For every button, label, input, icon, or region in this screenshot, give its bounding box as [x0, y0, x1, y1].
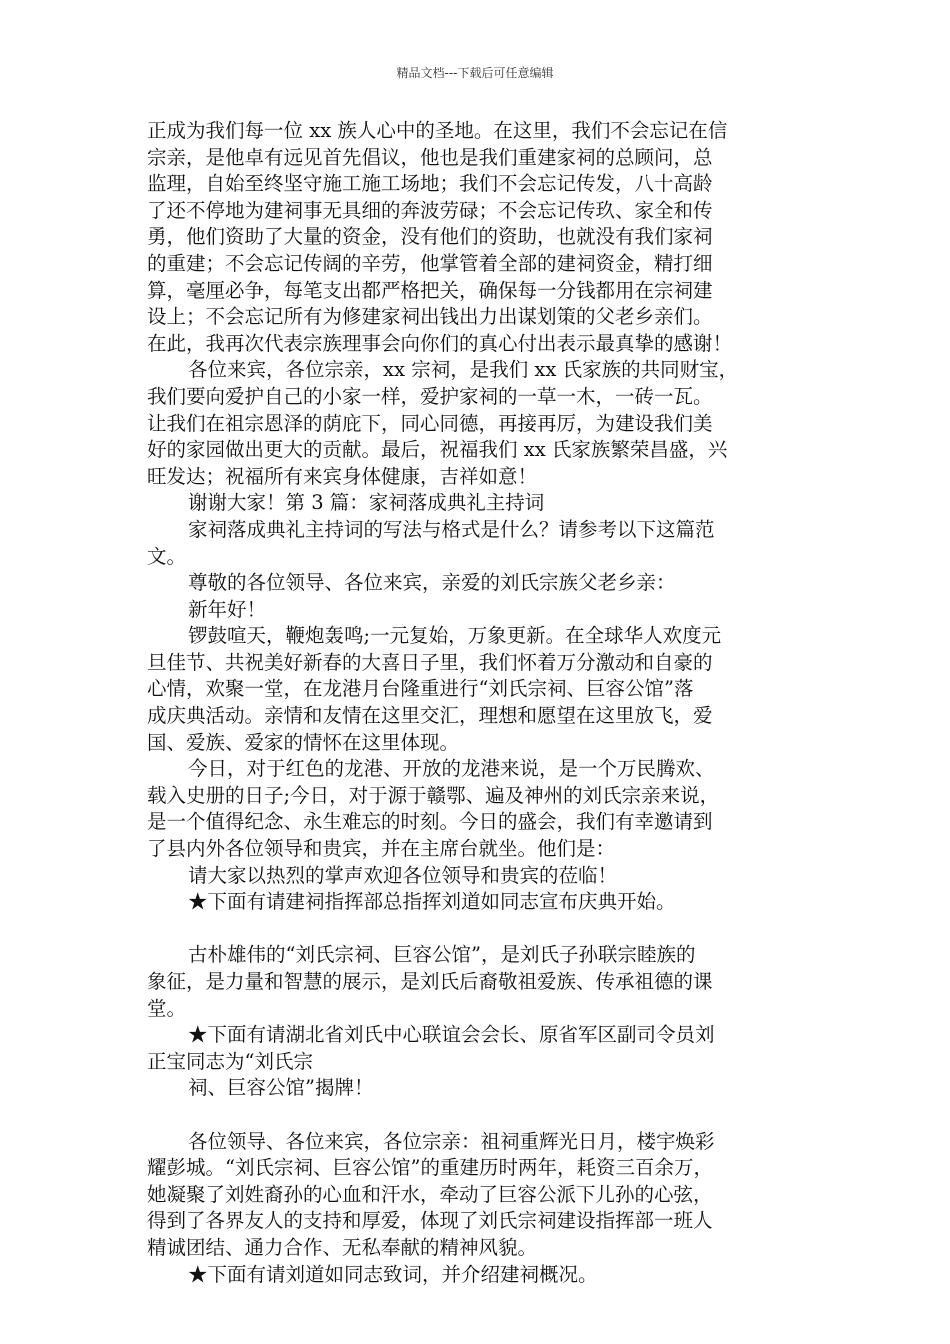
page-header: 精品文档---下载后可任意编辑: [396, 66, 554, 80]
text-line: 今日，对于红色的龙港、开放的龙港来说，是一个万民腾欢、: [188, 757, 715, 781]
text-line: 旦佳节、共祝美好新春的大喜日子里，我们怀着万分激动和自豪的: [147, 650, 713, 674]
text-line: 算，毫厘必争，每笔支出都严格把关，确保每一分钱都用在宗祠建: [147, 278, 713, 302]
blank-line: [147, 1102, 817, 1129]
text-line: 旺发达；祝福所有来宾身体健康，吉祥如意！: [147, 464, 538, 488]
text-line: ★下面有请湖北省刘氏中心联谊会会长、原省军区副司令员刘: [188, 1023, 715, 1047]
text-line: 谢谢大家！第 3 篇：家祠落成典礼主持词: [188, 491, 545, 515]
text-line: 锣鼓喧天，鞭炮轰鸣;一元复始，万象更新。在全球华人欢度元: [188, 624, 722, 648]
text-line: 设上；不会忘记所有为修建家祠出钱出力出谋划策的父老乡亲们。: [147, 305, 713, 329]
text-line: 国、爱族、爱家的情怀在这里体现。: [147, 730, 460, 754]
text-line: 精诚团结、通力合作、无私奉献的精神风貌。: [147, 1235, 538, 1259]
text-line: 在此，我再次代表宗族理事会向你们的真心付出表示最真挚的感谢！: [147, 331, 733, 355]
text-line: 祠、巨容公馆”揭牌！: [188, 1076, 374, 1100]
text-line: 的重建；不会忘记传阔的辛劳，他掌管着全部的建祠资金，精打细: [147, 251, 713, 275]
text-line: 古朴雄伟的“刘氏宗祠、巨容公馆”，是刘氏子孙联宗睦族的: [188, 943, 696, 967]
text-line: 她凝聚了刘姓裔孙的心血和汗水，牵动了巨容公派下儿孙的心弦，: [147, 1182, 713, 1206]
blank-line: [147, 916, 817, 943]
text-line: 我们要向爱护自己的小家一样，爱护家祠的一草一木，一砖一瓦。: [147, 384, 713, 408]
text-line: 家祠落成典礼主持词的写法与格式是什么？请参考以下这篇范: [188, 517, 715, 541]
text-line: 尊敬的各位领导、各位来宾，亲爱的刘氏宗族父老乡亲：: [188, 571, 676, 595]
text-line: 堂。: [147, 996, 187, 1020]
document-body: [147, 118, 817, 1288]
text-line: 好的家园做出更大的贡献。最后，祝福我们 xx 氏家族繁荣昌盛，兴: [147, 438, 728, 462]
text-line: 监理，自始至终坚守施工施工场地；我们不会忘记传发，八十高龄: [147, 172, 713, 196]
text-line: 成庆典活动。亲情和友情在这里交汇，理想和愿望在这里放飞，爱: [147, 704, 713, 728]
text-line: 正成为我们每一位 xx 族人心中的圣地。在这里，我们不会忘记在信: [147, 119, 728, 142]
text-line: ★下面有请建祠指挥部总指挥刘道如同志宣布庆典开始。: [188, 890, 676, 914]
text-line: 新年好！: [188, 597, 267, 621]
text-line: 象征，是力量和智慧的展示，是刘氏后裔敬祖爱族、传承祖德的课: [147, 970, 713, 993]
text-line: 请大家以热烈的掌声欢迎各位领导和贵宾的莅临！: [188, 863, 618, 887]
text-line: 是一个值得纪念、永生难忘的时刻。今日的盛会，我们有幸邀请到: [147, 810, 713, 834]
text-line: 得到了各界友人的支持和厚爱，体现了刘氏宗祠建设指挥部一班人: [147, 1209, 713, 1233]
text-line: 宗亲，是他卓有远见首先倡议，他也是我们重建家祠的总顾问，总: [147, 145, 713, 169]
text-line: 了县内外各位领导和贵宾，并在主席台就坐。他们是：: [147, 837, 616, 861]
text-line: ★下面有请刘道如同志致词，并介绍建祠概况。: [188, 1262, 598, 1286]
text-line: 耀彭城。“刘氏宗祠、巨容公馆”的重建历时两年，耗资三百余万，: [147, 1156, 713, 1180]
text-line: 各位领导、各位来宾，各位宗亲：祖祠重辉光日月，楼宇焕彩: [188, 1129, 715, 1153]
text-line: 勇，他们资助了大量的资金，没有他们的资助，也就没有我们家祠: [147, 225, 713, 249]
text-line: 各位来宾，各位宗亲，xx 宗祠，是我们 xx 氏家族的共同财宝，: [188, 358, 739, 382]
text-line: 正宝同志为“刘氏宗: [147, 1049, 313, 1073]
text-line: 了还不停地为建祠事无具细的奔波劳碌；不会忘记传玖、家全和传: [147, 198, 713, 222]
text-line: 文。: [147, 544, 187, 568]
text-line: 载入史册的日子;今日，对于源于赣鄂、遍及神州的刘氏宗亲来说，: [147, 783, 720, 807]
text-line: 让我们在祖宗恩泽的荫庇下，同心同德，再接再厉，为建设我们美: [147, 411, 713, 435]
text-line: 心情，欢聚一堂，在龙港月台隆重进行“刘氏宗祠、巨容公馆”落: [147, 677, 694, 701]
